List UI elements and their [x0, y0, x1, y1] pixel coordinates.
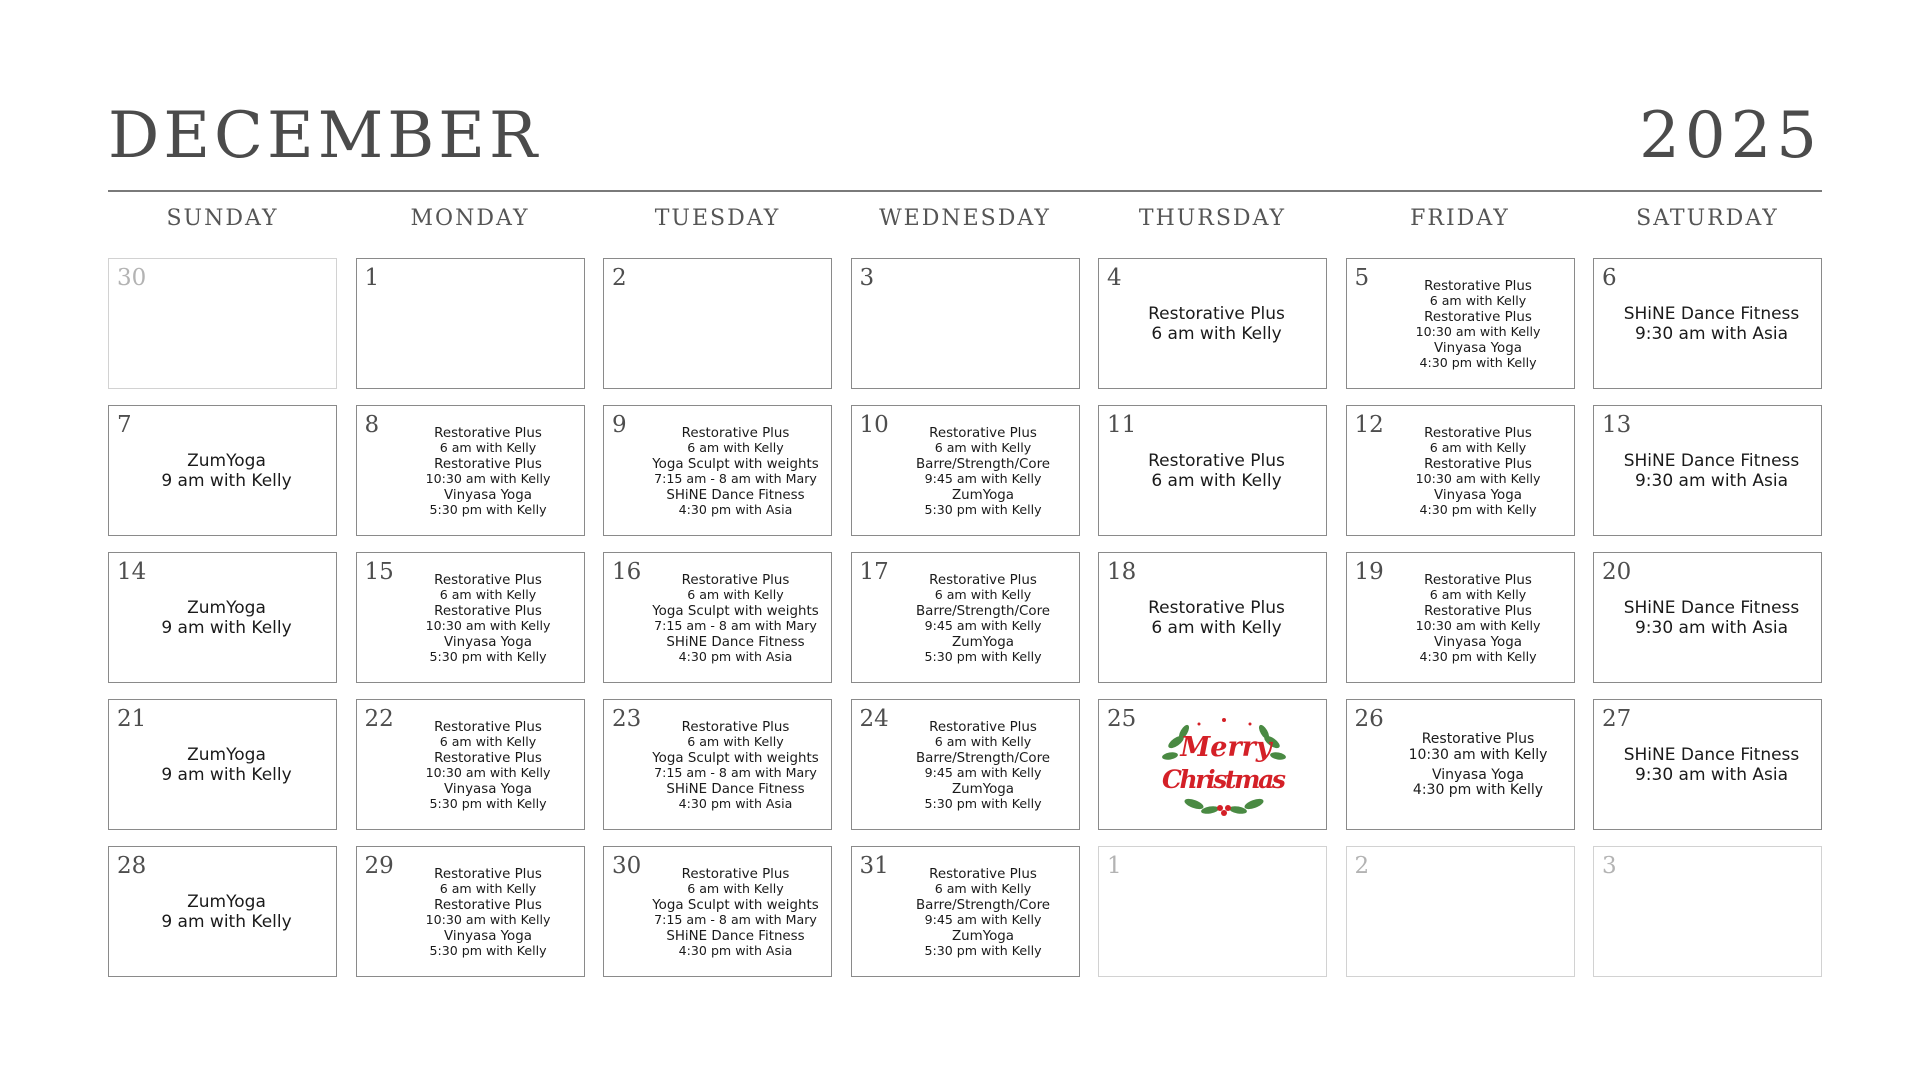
- class-time: 4:30 pm with Asia: [678, 796, 793, 812]
- class-event: [929, 426, 1037, 455]
- xmas-text-christmas: Christmas: [1162, 765, 1286, 794]
- class-time: 6 am with Kelly: [687, 439, 784, 455]
- class-event: [429, 635, 546, 664]
- class-event: [161, 893, 291, 931]
- class-name: ZumYoga: [951, 635, 1014, 651]
- event-list: [1113, 267, 1320, 382]
- day-cell: [1098, 552, 1327, 683]
- day-cell: [603, 405, 832, 536]
- class-name: Restorative Plus: [929, 719, 1037, 735]
- class-event: [916, 457, 1050, 486]
- day-number: 15: [364, 559, 394, 585]
- class-name: SHiNE Dance Fitness: [666, 488, 805, 504]
- event-list: [399, 855, 578, 970]
- day-number: 12: [1354, 412, 1384, 438]
- event-list: [1608, 708, 1815, 823]
- day-cell: [1593, 258, 1822, 389]
- day-cell: [851, 552, 1080, 683]
- day-cell: [1593, 405, 1822, 536]
- class-event: [1413, 768, 1543, 799]
- class-time: 4:30 pm with Asia: [678, 943, 793, 959]
- class-event: [929, 867, 1037, 896]
- day-number: 11: [1107, 412, 1137, 438]
- class-time: 10:30 am with Kelly: [1408, 746, 1548, 763]
- day-number: 6: [1602, 265, 1617, 291]
- event-list: [894, 855, 1073, 970]
- day-number: 10: [859, 412, 889, 438]
- day-cell: [1346, 552, 1575, 683]
- day-cell-adjacent-month: [1346, 846, 1575, 977]
- event-list: [123, 561, 330, 676]
- day-number: 9: [612, 412, 627, 438]
- class-time: 6 am with Kelly: [1429, 439, 1527, 455]
- class-event: [1419, 635, 1536, 664]
- class-name: SHiNE Dance Fitness: [1623, 451, 1800, 472]
- class-event: [916, 751, 1050, 780]
- event-list: [123, 708, 330, 823]
- class-time: 9 am with Kelly: [161, 911, 292, 932]
- class-event: [161, 599, 291, 637]
- day-cell: [356, 258, 585, 389]
- class-name: ZumYoga: [187, 598, 266, 619]
- event-list: [399, 708, 578, 823]
- class-time: 9:45 am with Kelly: [924, 764, 1042, 780]
- class-event: [434, 867, 542, 896]
- class-name: Restorative Plus: [1424, 456, 1532, 472]
- class-event: [1409, 732, 1548, 763]
- day-cell: [108, 699, 337, 830]
- class-name: SHiNE Dance Fitness: [1623, 745, 1800, 766]
- calendar-header: [108, 96, 1822, 192]
- event-list: [123, 414, 330, 529]
- class-name: Restorative Plus: [1148, 598, 1285, 619]
- class-event: [1419, 341, 1536, 370]
- event-list: [1113, 561, 1320, 676]
- class-time: 10:30 am with Kelly: [1415, 470, 1541, 486]
- day-number: 25: [1107, 706, 1137, 732]
- day-cell: [356, 846, 585, 977]
- event-list: [1608, 267, 1815, 382]
- day-number: 28: [117, 853, 147, 879]
- class-time: 4:30 pm with Kelly: [1419, 502, 1537, 518]
- class-time: 6 am with Kelly: [1429, 586, 1527, 602]
- class-name: Barre/Strength/Core: [915, 897, 1051, 913]
- class-time: 7:15 am - 8 am with Mary: [654, 764, 817, 780]
- day-number: 1: [364, 265, 380, 291]
- class-time: 9:30 am with Asia: [1634, 617, 1789, 638]
- class-event: [666, 488, 804, 517]
- class-time: 10:30 am with Kelly: [425, 911, 551, 927]
- class-time: 10:30 am with Kelly: [1415, 617, 1541, 633]
- day-number: 26: [1354, 706, 1384, 732]
- day-number: 16: [612, 559, 642, 585]
- day-cell: [356, 699, 585, 830]
- class-time: 5:30 pm with Kelly: [924, 943, 1042, 959]
- day-number: 17: [859, 559, 889, 585]
- class-name: Restorative Plus: [1421, 731, 1535, 748]
- class-time: 9 am with Kelly: [161, 764, 292, 785]
- class-event: [1624, 599, 1800, 637]
- class-name: Vinyasa Yoga: [1432, 766, 1524, 783]
- class-name: Restorative Plus: [681, 572, 790, 588]
- day-cell: [108, 552, 337, 683]
- class-time: 9:45 am with Kelly: [924, 470, 1042, 486]
- class-name: Restorative Plus: [929, 572, 1037, 588]
- weekday-header-row: [108, 206, 1822, 240]
- day-number: 1: [1107, 853, 1122, 879]
- class-event: [1148, 452, 1285, 490]
- weekday-sunday: SUNDAY: [166, 206, 279, 231]
- class-name: Restorative Plus: [1424, 309, 1532, 325]
- class-event: [1148, 599, 1285, 637]
- class-event: [1624, 305, 1800, 343]
- class-event: [1424, 426, 1532, 455]
- class-time: 5:30 pm with Kelly: [924, 796, 1042, 812]
- day-number: 19: [1354, 559, 1384, 585]
- calendar-grid: [108, 258, 1822, 977]
- day-number: 23: [612, 706, 642, 732]
- day-cell: [851, 846, 1080, 977]
- class-event: [1416, 457, 1541, 486]
- class-time: 5:30 pm with Kelly: [429, 502, 547, 518]
- class-name: Restorative Plus: [434, 866, 542, 882]
- class-event: [682, 426, 790, 455]
- day-number: 4: [1107, 265, 1122, 291]
- event-list: [1389, 708, 1568, 823]
- class-name: ZumYoga: [187, 745, 266, 766]
- class-time: 10:30 am with Kelly: [425, 764, 551, 780]
- day-cell: [1098, 405, 1327, 536]
- day-cell-adjacent-month: [1098, 846, 1327, 977]
- class-name: ZumYoga: [951, 782, 1014, 798]
- class-name: Restorative Plus: [681, 425, 790, 441]
- class-name: Restorative Plus: [1148, 451, 1285, 472]
- merry-christmas-graphic: [1154, 712, 1294, 822]
- day-number: 24: [859, 706, 889, 732]
- class-name: Restorative Plus: [1424, 603, 1532, 619]
- class-time: 6 am with Kelly: [1429, 292, 1527, 308]
- day-cell-adjacent-month: [108, 258, 337, 389]
- day-number: 27: [1602, 706, 1632, 732]
- day-number: 7: [117, 412, 132, 438]
- class-event: [666, 782, 804, 811]
- class-name: Yoga Sculpt with weights: [652, 897, 819, 913]
- day-cell: [603, 846, 832, 977]
- class-name: Restorative Plus: [681, 719, 790, 735]
- class-name: Vinyasa Yoga: [444, 929, 532, 945]
- class-name: Restorative Plus: [434, 456, 542, 472]
- class-time: 6 am with Kelly: [934, 586, 1032, 602]
- class-event: [434, 720, 542, 749]
- month-title: DECEMBER: [108, 99, 542, 173]
- class-time: 7:15 am - 8 am with Mary: [654, 470, 817, 486]
- class-name: Vinyasa Yoga: [444, 488, 532, 504]
- weekday-friday: FRIDAY: [1410, 206, 1510, 231]
- class-time: 5:30 pm with Kelly: [429, 796, 547, 812]
- class-event: [426, 457, 551, 486]
- class-event: [161, 452, 291, 490]
- class-name: Barre/Strength/Core: [915, 456, 1051, 472]
- class-name: ZumYoga: [187, 892, 266, 913]
- class-time: 9:30 am with Asia: [1634, 470, 1789, 491]
- class-name: Restorative Plus: [434, 572, 542, 588]
- day-cell: [1098, 699, 1327, 830]
- class-event: [682, 867, 790, 896]
- day-cell: [1593, 552, 1822, 683]
- class-time: 6 am with Kelly: [687, 733, 784, 749]
- class-event: [924, 488, 1041, 517]
- class-name: Yoga Sculpt with weights: [652, 456, 819, 472]
- class-event: [652, 751, 818, 780]
- class-name: SHiNE Dance Fitness: [1623, 598, 1800, 619]
- year-title: 2025: [1639, 99, 1822, 173]
- class-time: 10:30 am with Kelly: [1415, 323, 1541, 339]
- class-time: 6 am with Kelly: [1151, 323, 1282, 344]
- class-event: [1424, 279, 1532, 308]
- class-time: 6 am with Kelly: [439, 586, 537, 602]
- event-list: [1389, 267, 1568, 382]
- class-time: 4:30 pm with Kelly: [1412, 782, 1544, 799]
- event-list: [399, 561, 578, 676]
- class-name: Barre/Strength/Core: [915, 603, 1051, 619]
- class-name: Restorative Plus: [681, 866, 790, 882]
- class-event: [429, 782, 546, 811]
- class-name: Restorative Plus: [434, 425, 542, 441]
- class-name: Vinyasa Yoga: [1434, 341, 1522, 357]
- class-name: Yoga Sculpt with weights: [652, 750, 819, 766]
- class-time: 9 am with Kelly: [161, 617, 292, 638]
- class-event: [929, 573, 1037, 602]
- day-number: 31: [859, 853, 889, 879]
- day-number: 2: [1354, 853, 1370, 879]
- day-number: 21: [117, 706, 147, 732]
- day-number: 8: [364, 412, 380, 438]
- class-event: [652, 457, 818, 486]
- weekday-thursday: THURSDAY: [1138, 206, 1287, 231]
- class-time: 6 am with Kelly: [439, 733, 537, 749]
- event-list: [123, 855, 330, 970]
- day-number: 20: [1602, 559, 1632, 585]
- class-name: Restorative Plus: [929, 425, 1037, 441]
- weekday-monday: MONDAY: [410, 206, 530, 231]
- class-name: Restorative Plus: [434, 603, 542, 619]
- class-time: 7:15 am - 8 am with Mary: [654, 617, 817, 633]
- class-name: Restorative Plus: [1148, 304, 1285, 325]
- day-number: 18: [1107, 559, 1137, 585]
- class-name: Restorative Plus: [434, 897, 542, 913]
- class-event: [426, 604, 551, 633]
- class-name: ZumYoga: [951, 929, 1014, 945]
- day-number: 2: [612, 265, 627, 291]
- class-time: 7:15 am - 8 am with Mary: [654, 911, 817, 927]
- class-event: [682, 573, 790, 602]
- event-list: [646, 708, 825, 823]
- class-time: 6 am with Kelly: [687, 880, 784, 896]
- class-event: [426, 898, 551, 927]
- class-event: [924, 782, 1041, 811]
- class-time: 5:30 pm with Kelly: [924, 502, 1042, 518]
- class-event: [929, 720, 1037, 749]
- day-number: 3: [859, 265, 875, 291]
- class-name: Yoga Sculpt with weights: [652, 603, 819, 619]
- class-event: [1624, 746, 1800, 784]
- weekday-tuesday: TUESDAY: [654, 206, 781, 231]
- class-event: [924, 635, 1041, 664]
- class-name: SHiNE Dance Fitness: [1623, 304, 1800, 325]
- class-event: [429, 929, 546, 958]
- day-number: 29: [364, 853, 394, 879]
- class-name: Barre/Strength/Core: [915, 750, 1051, 766]
- day-number: 14: [117, 559, 147, 585]
- class-time: 6 am with Kelly: [1151, 617, 1282, 638]
- event-list: [1608, 414, 1815, 529]
- class-time: 9:30 am with Asia: [1634, 764, 1789, 785]
- day-cell: [1346, 405, 1575, 536]
- class-time: 5:30 pm with Kelly: [429, 943, 547, 959]
- class-time: 6 am with Kelly: [934, 880, 1032, 896]
- weekday-wednesday: WEDNESDAY: [879, 206, 1051, 231]
- class-time: 4:30 pm with Kelly: [1419, 649, 1537, 665]
- class-event: [916, 898, 1050, 927]
- class-name: Vinyasa Yoga: [1434, 635, 1522, 651]
- event-list: [894, 561, 1073, 676]
- class-event: [1416, 310, 1541, 339]
- class-event: [429, 488, 546, 517]
- day-cell: [603, 552, 832, 683]
- class-event: [1624, 452, 1800, 490]
- class-time: 9 am with Kelly: [161, 470, 292, 491]
- class-time: 10:30 am with Kelly: [425, 470, 551, 486]
- class-name: Restorative Plus: [434, 750, 542, 766]
- event-list: [1389, 414, 1568, 529]
- class-event: [652, 898, 818, 927]
- class-name: ZumYoga: [187, 451, 266, 472]
- day-cell: [851, 405, 1080, 536]
- class-time: 9:30 am with Asia: [1634, 323, 1789, 344]
- day-cell-adjacent-month: [1593, 846, 1822, 977]
- class-time: 4:30 pm with Asia: [678, 502, 793, 518]
- class-time: 5:30 pm with Kelly: [924, 649, 1042, 665]
- day-number: 13: [1602, 412, 1632, 438]
- event-list: [1113, 414, 1320, 529]
- event-list: [399, 414, 578, 529]
- class-time: 6 am with Kelly: [439, 880, 537, 896]
- class-time: 6 am with Kelly: [687, 586, 784, 602]
- event-list: [1608, 561, 1815, 676]
- day-number: 30: [612, 853, 642, 879]
- day-number: 5: [1354, 265, 1370, 291]
- day-number: 30: [117, 265, 147, 291]
- day-cell: [108, 405, 337, 536]
- class-event: [916, 604, 1050, 633]
- weekday-saturday: SATURDAY: [1636, 206, 1779, 231]
- class-time: 6 am with Kelly: [439, 439, 537, 455]
- class-event: [1419, 488, 1536, 517]
- class-time: 10:30 am with Kelly: [425, 617, 551, 633]
- class-name: SHiNE Dance Fitness: [666, 782, 805, 798]
- class-time: 9:45 am with Kelly: [924, 911, 1042, 927]
- class-event: [652, 604, 818, 633]
- class-event: [1148, 305, 1285, 343]
- class-name: Vinyasa Yoga: [1434, 488, 1522, 504]
- class-event: [682, 720, 790, 749]
- class-name: Vinyasa Yoga: [444, 635, 532, 651]
- class-event: [1416, 604, 1541, 633]
- xmas-text-merry: Merry: [1180, 732, 1272, 763]
- day-cell: [851, 699, 1080, 830]
- class-event: [666, 635, 804, 664]
- class-time: 6 am with Kelly: [1151, 470, 1282, 491]
- class-event: [666, 929, 804, 958]
- event-list: [646, 414, 825, 529]
- class-time: 6 am with Kelly: [934, 733, 1032, 749]
- day-cell: [851, 258, 1080, 389]
- event-list: [894, 708, 1073, 823]
- class-event: [924, 929, 1041, 958]
- class-time: 4:30 pm with Kelly: [1419, 355, 1537, 371]
- class-event: [161, 746, 291, 784]
- day-cell: [603, 258, 832, 389]
- class-name: ZumYoga: [951, 488, 1014, 504]
- day-cell: [356, 552, 585, 683]
- event-list: [1389, 561, 1568, 676]
- class-name: Restorative Plus: [1424, 425, 1532, 441]
- class-event: [426, 751, 551, 780]
- class-name: SHiNE Dance Fitness: [666, 635, 805, 651]
- class-name: Restorative Plus: [1424, 572, 1532, 588]
- day-number: 3: [1602, 853, 1617, 879]
- class-name: SHiNE Dance Fitness: [666, 929, 805, 945]
- class-name: Restorative Plus: [434, 719, 542, 735]
- class-name: Restorative Plus: [929, 866, 1037, 882]
- day-cell: [1593, 699, 1822, 830]
- class-event: [434, 426, 542, 455]
- day-cell: [1098, 258, 1327, 389]
- class-time: 6 am with Kelly: [934, 439, 1032, 455]
- event-list: [646, 561, 825, 676]
- class-event: [434, 573, 542, 602]
- class-time: 4:30 pm with Asia: [678, 649, 793, 665]
- class-event: [1424, 573, 1532, 602]
- day-cell: [356, 405, 585, 536]
- class-time: 5:30 pm with Kelly: [429, 649, 547, 665]
- day-number: 22: [364, 706, 394, 732]
- day-cell: [1346, 258, 1575, 389]
- event-list: [646, 855, 825, 970]
- event-list: [894, 414, 1073, 529]
- day-cell: [1346, 699, 1575, 830]
- class-name: Vinyasa Yoga: [444, 782, 532, 798]
- class-name: Restorative Plus: [1424, 278, 1532, 294]
- day-cell: [603, 699, 832, 830]
- day-cell: [108, 846, 337, 977]
- class-time: 9:45 am with Kelly: [924, 617, 1042, 633]
